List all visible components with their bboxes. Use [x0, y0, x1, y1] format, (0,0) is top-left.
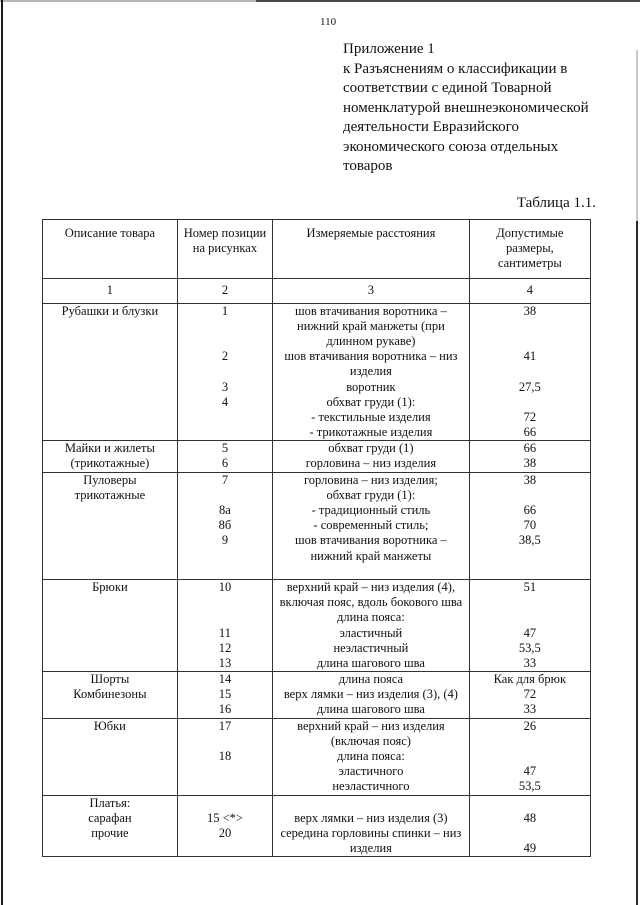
cell-description	[43, 472, 178, 579]
size-value: 38	[523, 472, 537, 487]
distance-line: - трикотажные изделия	[309, 425, 433, 440]
distance-line: (включая пояс)	[330, 733, 411, 748]
position-value: 18	[218, 749, 232, 764]
distance-line: шов втачивания воротника –	[295, 303, 447, 318]
appendix-line: экономического союза отдельных	[343, 138, 559, 155]
cell-distance	[273, 672, 470, 719]
description-line	[46, 595, 174, 610]
distance-line: изделия	[349, 364, 392, 379]
size-value: 66	[523, 441, 537, 456]
distance-line: длина пояса:	[336, 610, 405, 625]
position-value	[181, 610, 269, 625]
description-line	[46, 518, 174, 533]
position-value	[181, 841, 269, 856]
cell-size	[469, 579, 590, 671]
appendix-line: соответствии с единой Товарной	[343, 80, 552, 96]
size-value	[473, 564, 587, 579]
size-value: 66	[523, 425, 537, 440]
distance-line: обхват груди (1):	[326, 487, 416, 502]
distance-line: длина пояса	[338, 672, 404, 687]
garment-size-table	[42, 219, 591, 857]
size-value: 27,5	[518, 379, 541, 394]
position-value: 13	[218, 655, 232, 670]
distance-line: шов втачивания воротника –	[295, 533, 447, 548]
cell-position	[177, 303, 272, 441]
distance-line: - текстильные изделия	[311, 409, 431, 424]
header-distances: Измеряемые расстояния	[273, 220, 470, 279]
table-label: Таблица 1.1.	[516, 195, 596, 211]
cell-position	[177, 441, 272, 472]
cell-position	[177, 672, 272, 719]
appendix-line: деятельности Евразийского	[343, 119, 519, 135]
cell-size	[469, 718, 590, 795]
position-value: 11	[218, 625, 231, 640]
distance-line: - традиционный стиль	[311, 503, 431, 518]
distance-line: длина шагового шва	[316, 702, 425, 717]
distance-line: воротник	[346, 379, 396, 394]
cell-size	[469, 672, 590, 719]
header-description: Описание товара	[43, 220, 178, 279]
size-value	[473, 595, 587, 610]
distance-line: нижний край манжеты	[310, 548, 432, 563]
cell-position	[177, 579, 272, 671]
cell-distance	[273, 303, 470, 441]
description-line	[46, 425, 174, 440]
size-value: 51	[523, 579, 537, 594]
size-value	[473, 364, 587, 379]
description-line: Юбки	[93, 718, 126, 733]
table-row	[43, 303, 591, 441]
size-value	[473, 334, 587, 349]
position-value: 3	[221, 379, 229, 394]
cell-description	[43, 303, 178, 441]
header-position: Номер позиции на рисунках	[177, 220, 272, 279]
description-line	[46, 410, 174, 425]
table-row	[43, 472, 591, 579]
appendix-line: номенклатурой внешнеэкономической	[343, 99, 589, 116]
cell-description	[43, 579, 178, 671]
description-line: Брюки	[92, 579, 128, 594]
description-line	[46, 319, 174, 334]
table-row	[43, 579, 591, 671]
description-line	[46, 349, 174, 364]
distance-line: эластичного	[338, 764, 404, 779]
description-line	[46, 702, 174, 717]
position-value	[181, 425, 269, 440]
distance-line: длина шагового шва	[316, 655, 425, 670]
size-value: 49	[523, 841, 537, 856]
table-row	[43, 441, 591, 472]
scan-edge-top	[0, 0, 640, 2]
size-value	[473, 749, 587, 764]
cell-distance	[273, 795, 470, 857]
distance-line: нижний край манжеты (при	[297, 318, 445, 333]
size-value: 53,5	[518, 640, 541, 655]
distance-line: обхват груди (1):	[326, 394, 416, 409]
cell-size	[469, 795, 590, 857]
description-line	[46, 503, 174, 518]
size-value: 26	[523, 718, 537, 733]
scan-edge-left	[1, 0, 3, 905]
distance-line: неэластичный	[333, 640, 409, 655]
cell-position	[177, 472, 272, 579]
cell-description	[43, 441, 178, 472]
distance-line: обхват груди (1)	[328, 441, 414, 456]
cell-position	[177, 795, 272, 857]
size-value: Как для брюк	[493, 672, 567, 687]
distance-line: верх лямки – низ изделия (3)	[294, 810, 448, 825]
distance-line: - современный стиль;	[313, 518, 429, 533]
column-number: 2	[177, 278, 272, 303]
description-line	[46, 641, 174, 656]
position-value	[181, 549, 269, 564]
distance-line: неэластичного	[332, 779, 410, 794]
distance-line: изделия	[349, 841, 392, 856]
description-line	[46, 549, 174, 564]
position-value	[181, 410, 269, 425]
distance-line	[276, 796, 466, 811]
size-value: 70	[523, 518, 537, 533]
position-value: 9	[221, 533, 229, 548]
description-line: Платья:	[89, 795, 131, 810]
cell-description	[43, 795, 178, 857]
position-value: 5	[221, 441, 229, 456]
description-line	[46, 779, 174, 794]
position-value	[181, 764, 269, 779]
size-value: 41	[523, 349, 537, 364]
column-number: 1	[43, 278, 178, 303]
description-line	[46, 533, 174, 548]
description-line: Комбинезоны	[73, 687, 147, 702]
description-line	[46, 626, 174, 641]
distance-line: верх лямки – низ изделия (3), (4)	[283, 687, 458, 702]
size-value: 38	[523, 456, 537, 471]
description-line: Майки и жилеты	[64, 441, 155, 456]
page-number: 110	[320, 16, 337, 28]
cell-size	[469, 303, 590, 441]
position-value	[181, 488, 269, 503]
table-row	[43, 718, 591, 795]
size-value: 38,5	[518, 533, 541, 548]
description-line	[46, 395, 174, 410]
size-value: 47	[523, 764, 537, 779]
header-row	[43, 220, 591, 279]
position-value	[181, 564, 269, 579]
position-value	[181, 734, 269, 749]
description-line: Рубашки и блузки	[61, 303, 159, 318]
description-line: трикотажные	[74, 487, 146, 502]
column-number: 3	[273, 278, 470, 303]
distance-line: эластичный	[339, 625, 403, 640]
cell-description	[43, 718, 178, 795]
description-line: Пуловеры	[83, 472, 137, 487]
cell-distance	[273, 472, 470, 579]
appendix-line: товаров	[343, 158, 393, 174]
description-line	[46, 734, 174, 749]
position-value: 14	[218, 672, 232, 687]
description-line: сарафан	[88, 810, 132, 825]
size-value: 72	[523, 409, 537, 424]
cell-distance	[273, 441, 470, 472]
description-line	[46, 656, 174, 671]
size-value	[473, 734, 587, 749]
position-value: 4	[221, 394, 229, 409]
position-value	[181, 334, 269, 349]
position-value: 20	[218, 825, 232, 840]
position-value: 6	[221, 456, 229, 471]
position-value	[181, 796, 269, 811]
description-line	[46, 749, 174, 764]
size-value: 38	[523, 303, 537, 318]
cell-description	[43, 672, 178, 719]
distance-line: горловина – низ изделия;	[303, 472, 438, 487]
size-value	[473, 549, 587, 564]
distance-line	[276, 564, 466, 579]
distance-line: длинном рукаве)	[326, 333, 416, 348]
size-value	[473, 826, 587, 841]
cell-size	[469, 472, 590, 579]
description-line	[46, 841, 174, 856]
distance-line: шов втачивания воротника – низ	[284, 349, 458, 364]
distance-line: горловина – низ изделия	[305, 456, 437, 471]
position-value: 15 <*>	[206, 810, 243, 825]
description-line	[46, 364, 174, 379]
description-line	[46, 610, 174, 625]
column-number: 4	[469, 278, 590, 303]
position-value	[181, 779, 269, 794]
description-line	[46, 380, 174, 395]
size-value	[473, 610, 587, 625]
scan-edge-right	[636, 50, 638, 905]
distance-line: длина пояса:	[336, 749, 405, 764]
size-value: 66	[523, 503, 537, 518]
size-value: 72	[523, 687, 537, 702]
size-value	[473, 319, 587, 334]
size-value: 53,5	[518, 779, 541, 794]
description-line: прочие	[91, 825, 129, 840]
size-value: 33	[523, 702, 537, 717]
description-line	[46, 564, 174, 579]
table-row	[43, 672, 591, 719]
size-value	[473, 488, 587, 503]
position-value: 17	[218, 718, 232, 733]
position-value	[181, 364, 269, 379]
distance-line: включая пояс, вдоль бокового шва	[279, 595, 463, 610]
distance-line: верхний край – низ изделия	[297, 718, 445, 733]
table-row	[43, 795, 591, 857]
appendix-heading	[343, 40, 623, 177]
position-value: 12	[218, 640, 232, 655]
cell-size	[469, 441, 590, 472]
column-number-row	[43, 278, 591, 303]
position-value	[181, 319, 269, 334]
header-sizes: Допустимые размеры, сантиметры	[469, 220, 590, 279]
cell-distance	[273, 718, 470, 795]
appendix-line: к Разъяснениям о классификации в	[343, 60, 568, 77]
size-value: 33	[523, 655, 537, 670]
appendix-line: Приложение 1	[343, 41, 435, 57]
position-value: 8а	[219, 503, 231, 518]
size-value: 48	[523, 810, 537, 825]
position-value: 1	[221, 303, 229, 318]
cell-distance	[273, 579, 470, 671]
description-line	[46, 764, 174, 779]
size-value: 47	[523, 625, 537, 640]
size-value	[473, 796, 587, 811]
position-value: 15	[218, 687, 232, 702]
distance-line: середина горловины спинки – низ	[280, 825, 462, 840]
position-value: 2	[221, 349, 229, 364]
position-value: 10	[218, 579, 232, 594]
description-line	[46, 334, 174, 349]
position-value: 16	[218, 702, 232, 717]
position-value: 8б	[218, 518, 232, 533]
position-value: 7	[221, 472, 229, 487]
cell-position	[177, 718, 272, 795]
size-value	[473, 395, 587, 410]
position-value	[181, 595, 269, 610]
description-line: Шорты	[90, 672, 130, 687]
description-line: (трикотажные)	[70, 456, 150, 471]
distance-line: верхний край – низ изделия (4),	[286, 579, 456, 594]
